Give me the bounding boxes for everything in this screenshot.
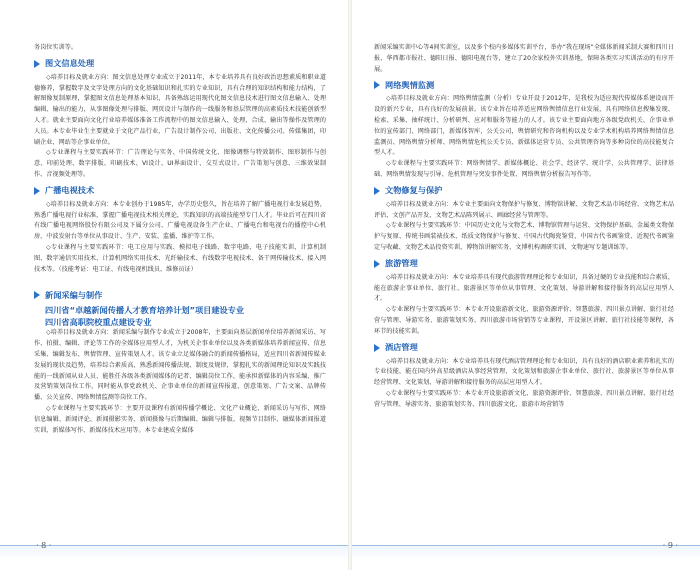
paragraph: ◇专业课程与主要实践环节：网络舆情学、新媒体概论、社会学、经济学、统计学、公共管理学、法律基础、网络舆情发现与引导、危机管理与突发事件处置、网络舆情分析报告写作等。	[374, 160, 674, 178]
footer-band	[0, 545, 348, 560]
section-title: 新闻采编与制作	[45, 289, 103, 300]
section-title: 广播电视技术	[45, 185, 95, 196]
paragraph: ◇培养目标及就业方向：图文信息处理专业成立于2011年，本专业培养具有良好政治思想素质和职业道德修养，掌握数字及文字处理方向的文化基础知识和扎实的专业知识，具有合理的知识结构和能力结构，了解图像复制原理，掌握图文信息处理基本知识，具备熟练运用现代化图文信息技术进行图文信息输入、处理编辑、输出的能力，从事图像处理与排版、网页设计与制作的一线服务和基层管理的高素质技术技能创新型人才。就业主要面向文化行业培养媒体准备工作流程中的图文信息输入、处理、合成、输出等操作及管理的人员。本专业毕业生主要就业于文化产品行业，广告设计制作公司、出版社、文化传播公司、传媒集团，印刷企业、网站等企事业单位。	[34, 73, 326, 146]
paragraph: ◇专业课程与主要实践环节：本专业开设旅游新文化、旅游资源评价、智慧旅游、四川景点讲解、旅行社经营与管理、导游实务、旅游策划实务、四川旅游市场营销等专业课程，开设景区讲解、旅行社技能等课程，各环节的技能实训。	[374, 306, 674, 335]
section-subtitle: 四川省“卓越新闻传播人才教育培养计划”项目建设专业	[45, 305, 245, 316]
section-title: 图文信息处理	[45, 58, 95, 69]
section-title: 网络舆情监测	[385, 79, 435, 90]
section-heading	[34, 57, 326, 71]
section-heading	[374, 78, 674, 92]
right-page	[352, 0, 700, 570]
paragraph: ◇培养目标及就业方向：本专业培养具有现代酒店管理理论和专业知识，具有良好的酒店职业素养和扎实的专业技能，能在国内外高星级酒店从事经营管理、文化策划和旅游企事业单位、旅行社、旅游景区等单位从事经营管理、文化策划、导游讲解和接待服务的高层应用型人才。	[374, 357, 674, 387]
left-column	[34, 43, 326, 533]
paragraph: ◇培养目标及就业方向：本专业创办于1985年，办学历史悠久，旨在培养了解广播电视行业发展趋势，熟悉广播电视行业标准，掌握广播电视技术相关理论，实践知识的高端技能型专门人才。毕业后可在四川省有线广播电视网络股份有限公司及下属分公司、广播电视设备生产企业、广播电台和电视台的播控中心机房、中波发射台等单位从事设计、生产、安装、监播、维护等工作。	[34, 200, 326, 241]
section-heading	[374, 341, 674, 355]
left-page	[0, 0, 348, 570]
intro-text: 新闻采编实训中心等4间实训室，以及多个校内多媒体实训平台，举办“我在现场”全媒体新闻采制大赛和四川日报、华西都市报社、德阳日报、德阳电视台等，建立了20余家校外实训基地，保障各类实习实训活动的有序开展。	[374, 44, 674, 73]
triangle-bullet-icon	[34, 187, 40, 195]
paragraph: ◇专业课程与主要实践环节：主要开设课程有新闻传播学概论、文化产业概论、新闻采访与写作、网络信息编辑、新闻评论、新闻摄影实务、新闻摄像与后期编辑、编辑与排版、视频节目制作、融媒体新闻报道实训、新媒体写作、新媒体技术应用等。本专业建成全媒体	[34, 404, 326, 434]
triangle-bullet-icon	[34, 291, 40, 299]
paragraph: ◇专业课程与主要实践环节：中国历史文化与文物艺术、博物馆管理与运营、文物保护基础、金属类文物保护与复原、传统书画装裱技术、纸质文物保护与修复、中国古代陶瓷鉴赏、中国古代书画鉴赏、近现代书画鉴定与收藏、文物艺术品投资实训、博物馆讲解实务、文博机构调研实训、文物速写专题训练等。	[374, 222, 674, 251]
section-subtitle: 四川省高职院校重点建设专业	[45, 317, 152, 328]
right-column	[374, 43, 674, 533]
section-heading	[374, 257, 674, 271]
section-heading	[374, 184, 674, 198]
triangle-bullet-icon	[374, 260, 380, 268]
paragraph: ◇培养目标及就业方向：新闻采编与制作专业成立于2008年，主要面向基层新闻单位培养新闻采访、写作、拍摄、编辑、评论等工作的全媒体应用型人才，为机关企事业单位以及各类新媒体培养新闻宣传、信息采集、编辑发布、舆情管理、宣传策划人才。该专业立足媒体融合的新闻传播格局，适应四川省新闻传媒业发展的现状及趋势，培养综合素质高、熟悉新闻传播法规、制度及规律，掌握扎实的新闻理论知识及实践技能的一线新闻从业人员，能胜任各级各类新闻媒体的记者、编辑岗位工作，能承担新媒体的内容采编、推广及营销策划岗位工作，同时能从事党政机关、企事业单位的新闻宣传报道、创意策划、广告文案、品牌传播、公关宣传、网络舆情监测等岗位工作。	[34, 329, 326, 402]
section-title: 文物修复与保护	[385, 185, 443, 196]
footer-band	[352, 545, 700, 560]
paragraph: ◇培养目标及就业方向：网络舆情监测（分析）专业开设于2012年，是我校为适应现代传媒体系建设而开设的新兴专业，具有良好的发展前景。该专业旨在培养适应网络舆情信息行业发展，具有网络信息搜集发现、检索、采集、抽样统计、分析研判、应对和服务等能力的人才。该专业主要面向地方各级党政机关、企事业单位的宣传部门、网络部门，新媒体智库，公关公司，舆情研究和咨询机构以及专业学术机构培养网络舆情信息监测员、网络舆情分析师、网络舆情危机公关专员、新媒体运营专员、公共管理咨询等多种岗位的高技能复合型人才。	[374, 95, 674, 157]
paragraph: ◇专业课程与主要实践环节：电工应用与实践、模拟电子线路、数字电路、电子技能实训、计算机制图、数字通信实用技术、计算机网络实用技术、光纤输技术、有线数字电视技术、备干网传输技术、接入网技术等。（技能考证：电工证、有线电视机线员、维修员证）	[34, 243, 326, 273]
triangle-bullet-icon	[34, 60, 40, 68]
section-heading	[34, 184, 326, 198]
paragraph: ◇专业课程与主要实践环节：广告理论与实务、中国传统文化、图像调整与特效制作、图形制作与创意、印前处理、数字排版、印刷技术、VI设计、UI界面设计、交互式设计、广告策划与创意、三维效果制作、音视频处理等。	[34, 149, 326, 178]
intro-text: 务岗位实训等。	[34, 44, 78, 51]
triangle-bullet-icon	[374, 344, 380, 352]
paragraph: ◇专业课程与主要实践环节：本专业开设旅游新文化、旅游资源评价、智慧旅游、四川景点讲解、旅行社经营与管理、导游实务、旅游策划实务、四川旅游文化、旅游市场营销等	[374, 389, 674, 408]
triangle-bullet-icon	[374, 187, 380, 195]
page-number: · 8 ·	[36, 541, 52, 550]
paragraph: ◇培养目标及就业方向：本专业培养具有现代旅游管理理论和专业知识，具备过硬的专业技能和综合素质，能在旅游企事业单位、旅行社、旅游景区等单位从事管理、文化策划、导游讲解和接待服务的高层应用型人才。	[374, 273, 674, 303]
paragraph: ◇培养目标及就业方向：本专业主要面向文物保护与修复、博物馆讲解、文物艺术品市场经营、文物艺术品评估、文创产品开发、文物艺术品陈列展示、画廊经营与管理等。	[374, 200, 674, 219]
section-title: 旅游管理	[385, 258, 418, 269]
page-number: · 9 ·	[662, 541, 678, 550]
section-title: 酒店管理	[385, 342, 418, 353]
section-heading	[34, 288, 326, 302]
triangle-bullet-icon	[374, 81, 380, 89]
